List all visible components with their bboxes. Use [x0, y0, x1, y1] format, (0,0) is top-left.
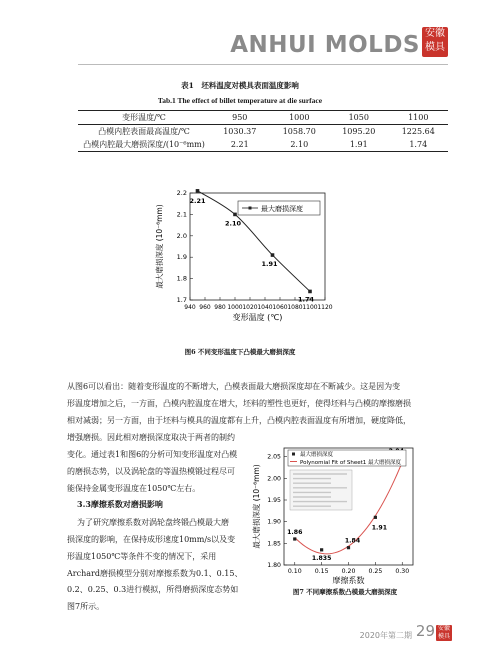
paragraph-line: 形温度增加之后，一方面，凸模内腔温度在增大，坯料的塑性也更好，使得坯料与凸模的摩擦磨损: [67, 399, 411, 408]
table-cell: 凸模内腔最大磨损深度/(10⁻⁶mm): [78, 138, 210, 152]
paragraph-line: 图7所示。: [67, 602, 105, 611]
data-label: 2.10: [224, 219, 242, 228]
legend-swatch-marker: [249, 207, 252, 210]
figure-7-chart: [250, 440, 420, 588]
table-cell: 1.91: [329, 138, 389, 152]
x-tick-label: 940: [184, 304, 196, 311]
footer-seal: 安徽模具: [437, 625, 450, 640]
x-axis-label: 摩擦系数: [332, 576, 365, 585]
paragraph-line: 相对减弱；另一方面，由于坯料与模具的温度都有上升，凸模内腔表面温度有所增加，硬度降低，: [67, 416, 411, 425]
y-tick-label: 1.95: [267, 497, 281, 504]
table-cell: 2.21: [210, 138, 270, 152]
table-cell: 1050: [329, 111, 389, 125]
table-title-cn: 表1 坯料温度对模具表面温度影响: [181, 81, 299, 90]
journal-logo-text: ANHUI MOLDS: [230, 32, 420, 58]
x-tick-label: 0.20: [341, 568, 356, 575]
x-axis-label: 变形温度 (℃): [232, 313, 283, 322]
data-point: [374, 516, 377, 519]
paragraph-line: 变化。通过表1和图6的分析可知变形温度对凸模: [67, 450, 238, 459]
fit-stats-inset: [290, 470, 352, 510]
paragraph-line: 0.2、0.25、0.3进行模拟，所得磨损深度态势如: [67, 585, 239, 594]
legend-label: 最大磨损深度: [300, 452, 334, 458]
header-rule: [78, 64, 448, 65]
table-cell: 1030.37: [223, 127, 257, 136]
x-tick-label: 1100: [302, 304, 318, 311]
data-point: [308, 290, 312, 294]
table-row: [78, 125, 448, 139]
x-tick-label: 0.10: [287, 568, 302, 575]
data-label: 1.84: [344, 537, 361, 545]
x-tick-label: 1080: [287, 304, 303, 311]
table-cell: 1058.70: [282, 127, 316, 136]
y-tick-label: 1.80: [267, 562, 281, 569]
x-tick-label: 0.15: [314, 568, 329, 575]
x-tick-label: 1020: [242, 304, 258, 311]
journal-seal: 安徽模具: [422, 27, 448, 57]
x-tick-label: 960: [199, 304, 211, 311]
data-point: [233, 213, 237, 217]
data-label: 1.91: [261, 260, 278, 269]
data-point: [293, 537, 296, 540]
section-heading: 3.3摩擦系数对磨损影响: [77, 499, 163, 509]
table-cell: 变形温度/℃: [78, 111, 210, 125]
y-tick-label: 1.90: [267, 518, 281, 526]
y-tick-label: 1.9: [176, 253, 187, 262]
figure-6-chart: [150, 185, 340, 335]
table-cell: 1095.20: [342, 127, 376, 136]
legend-swatch-marker: [292, 453, 295, 456]
page-number: 29: [415, 622, 435, 640]
legend-label: Polynomial Fit of Sheet1 最大磨损深度: [300, 460, 402, 466]
x-tick-label: 1000: [227, 304, 243, 311]
x-tick-label: 1040: [257, 304, 273, 311]
data-label: 1.74: [297, 295, 315, 304]
paragraph-line: 为了研究摩擦系数对涡轮盘终锻凸模最大磨: [77, 518, 229, 527]
paragraph-line: Archard磨损模型分别对摩擦系数为0.1、0.15、: [67, 569, 243, 578]
data-label: 1.91: [371, 524, 388, 532]
x-tick-label: 0.25: [368, 568, 383, 575]
table-cell: 1.74: [389, 138, 449, 152]
y-tick-label: 2.05: [267, 453, 281, 461]
table-cell: 凸模内腔表面最高温度/℃: [98, 127, 190, 136]
x-tick-label: 1060: [272, 304, 288, 311]
data-point: [347, 546, 350, 549]
y-tick-label: 2.1: [176, 210, 187, 219]
figure-7-caption: 图7 不同摩擦系数凸模最大磨损深度: [292, 588, 398, 596]
table-cell: 1000: [270, 111, 330, 125]
data-label: 1.86: [287, 529, 303, 536]
table-cell: 1100: [389, 111, 449, 125]
paragraph-line: 能保持金属变形温度在1050℃左右。: [67, 484, 201, 493]
issue-label: 2020年第二期: [359, 631, 412, 640]
table-row: [78, 138, 448, 152]
y-axis-label: 最大磨损深度 (10⁻⁶mm): [155, 204, 164, 289]
table-cell: 950: [210, 111, 270, 125]
y-tick-label: 1.8: [176, 274, 187, 283]
table-cell: 2.10: [270, 138, 330, 152]
y-axis-label: 最大磨损深度 (10⁻⁶mm): [252, 464, 261, 549]
x-tick-label: 0.30: [395, 568, 410, 575]
y-tick-label: 1.85: [267, 540, 281, 548]
table-title-en: Tab.1 The effect of billet temperature at die surface: [157, 96, 323, 105]
figure-6-caption: 图6 不同变形温度下凸模最大磨损深度: [184, 348, 296, 356]
y-tick-label: 2.0: [176, 231, 187, 240]
paragraph-line: 损深度的影响，在保持成形速度10mm/s以及变: [67, 535, 236, 544]
y-tick-label: 2.2: [176, 189, 187, 197]
data-point: [196, 189, 200, 193]
legend-label: 最大磨损深度: [261, 205, 303, 213]
data-label: 2.21: [189, 196, 206, 205]
paragraph-line: 形温度1050℃等条件不变的情况下，采用: [67, 552, 217, 561]
paragraph-line: 从图6可以看出：随着变形温度的不断增大，凸模表面最大磨损深度却在不断减少。这是因为变: [67, 382, 401, 391]
data-label: 1.835: [311, 554, 332, 562]
table-row: [78, 111, 448, 125]
y-tick-label: 1.7: [176, 296, 187, 304]
data-point: [271, 253, 275, 257]
paragraph-line: 的磨损态势，以及涡轮盘的等温热模锻过程尽可: [67, 467, 235, 476]
x-tick-label: 1120: [317, 304, 333, 311]
paragraph-line: 增强磨损。因此相对磨损深度取决于两者的制约: [67, 433, 235, 442]
y-tick-label: 2.00: [267, 475, 281, 483]
table-cell: 1225.64: [401, 127, 435, 136]
data-table: [78, 110, 448, 152]
data-point: [320, 548, 323, 551]
x-tick-label: 980: [214, 304, 226, 311]
